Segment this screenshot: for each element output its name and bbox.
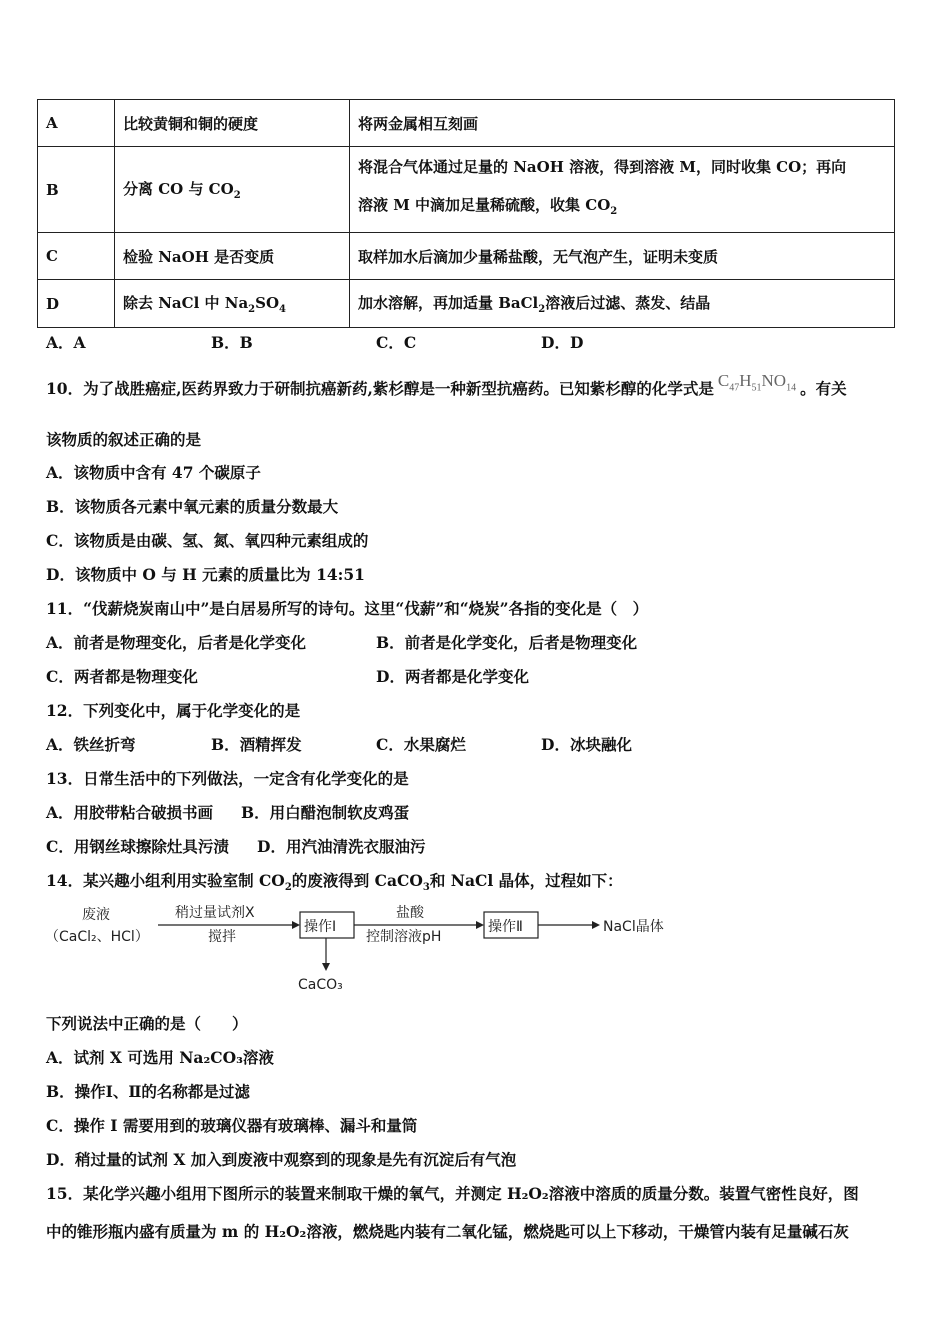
row-method: 加水溶解，再加适量 BaCl$_2$溶液后过滤、蒸发、结晶 <box>350 280 895 328</box>
question-14-stem: 14．某兴趣小组利用实验室制 $CO_2$的废液得到 CaCO$_3$和 NaCl 晶体，过程如下： <box>46 871 623 894</box>
question-10-stem: 10．为了战胜癌症,医药界致力于研制抗癌新药,紫杉醇是一种新型抗癌药。已知紫杉醇的化学式是 $C_{47}H_{51}NO_{14}$ 。有关 <box>46 371 847 398</box>
answer-option[interactable]: A．用胶带粘合破损书画 <box>46 803 214 822</box>
answer-option[interactable]: C．两者都是物理变化 <box>46 667 198 686</box>
answer-option[interactable]: C．该物质是由碳、氢、氮、氧四种元素组成的 <box>46 531 369 550</box>
chemical-formula: $C_{47}H_{51}NO_{14}$ <box>717 371 797 394</box>
answer-option[interactable]: D．冰块融化 <box>541 735 632 754</box>
row-method: 将两金属相互刻画 <box>350 100 895 147</box>
acid-label: 盐酸 <box>396 905 424 921</box>
answer-option[interactable]: B．B <box>211 333 253 352</box>
row-letter: C <box>38 233 115 280</box>
answer-option[interactable]: A．A <box>46 333 86 352</box>
table-row <box>38 147 895 233</box>
row-purpose: 除去 NaCl 中 $Na_2SO_4$ <box>115 280 350 328</box>
op1-label: 操作Ⅰ <box>304 919 337 935</box>
answer-option[interactable]: B．酒精挥发 <box>211 735 302 754</box>
answer-option[interactable]: D．D <box>541 333 584 352</box>
question-12-stem: 12．下列变化中，属于化学变化的是 <box>46 701 301 720</box>
answer-option[interactable]: C．C <box>376 333 417 352</box>
stir-label: 搅拌 <box>208 929 236 945</box>
options-table <box>37 99 895 328</box>
answer-option[interactable]: C．操作 I 需要用到的玻璃仪器有玻璃棒、漏斗和量筒 <box>46 1116 418 1135</box>
answer-option[interactable]: A．试剂 X 可选用 Na₂CO₃溶液 <box>46 1048 274 1067</box>
question-11-stem: 11．“伐薪烧炭南山中”是白居易所写的诗句。这里“伐薪”和“烧炭”各指的变化是（ ） <box>46 599 649 618</box>
answer-option[interactable]: D．该物质中 O 与 H 元素的质量比为 14:51 <box>46 565 365 584</box>
ph-label: 控制溶液pH <box>366 929 442 945</box>
answer-option[interactable]: B．前者是化学变化，后者是物理变化 <box>376 633 638 652</box>
row-purpose: 检验 NaOH 是否变质 <box>115 233 350 280</box>
product-label: NaCl晶体 <box>603 919 664 935</box>
question-10-stem-cont: 该物质的叙述正确的是 <box>46 430 202 449</box>
answer-option[interactable]: C．水果腐烂 <box>376 735 466 754</box>
row-letter: D <box>38 280 115 328</box>
answer-option[interactable]: D．稍过量的试剂 X 加入到废液中观察到的现象是先有沉淀后有气泡 <box>46 1150 517 1169</box>
arrow-1-head <box>292 921 300 929</box>
waste-label: 废液 <box>82 907 110 923</box>
answer-option[interactable]: D．用汽油清洗衣服油污 <box>257 837 426 856</box>
row-method: 将混合气体通过足量的 NaOH 溶液，得到溶液 M，同时收集 CO；再向 溶液 M 中滴加足量稀硫酸，收集 $CO_2$ <box>350 147 895 233</box>
answer-option[interactable]: B．该物质各元素中氧元素的质量分数最大 <box>46 497 339 516</box>
answer-option[interactable]: C．用钢丝球擦除灶具污渍 <box>46 837 229 856</box>
question-15-line-2: 中的锥形瓶内盛有质量为 m 的 H₂O₂溶液，燃烧匙内装有二氧化锰，燃烧匙可以上下移动，干燥管内装有足量碱石灰 <box>46 1222 849 1241</box>
answer-option[interactable]: A．该物质中含有 47 个碳原子 <box>46 463 261 482</box>
answer-option[interactable]: A．前者是物理变化，后者是化学变化 <box>46 633 307 652</box>
question-13-stem: 13．日常生活中的下列做法，一定含有化学变化的是 <box>46 769 409 788</box>
question-14-question: 下列说法中正确的是（ ） <box>46 1014 248 1033</box>
reagent-label: 稍过量试剂X <box>175 905 255 921</box>
process-flow-diagram <box>40 895 700 995</box>
answer-option[interactable]: A．铁丝折弯 <box>46 735 136 754</box>
answer-option[interactable]: B．用白醋泡制软皮鸡蛋 <box>241 803 410 822</box>
waste-composition: （CaCl₂、HCl） <box>45 929 149 945</box>
row-letter: A <box>38 100 115 147</box>
question-15-line-1: 15．某化学兴趣小组用下图所示的装置来制取干燥的氧气，并测定 H₂O₂溶液中溶质的质量分数。装置气密性良好，图 <box>46 1184 859 1203</box>
arrow-3-head <box>592 921 600 929</box>
table-row <box>38 100 895 147</box>
precipitate-label: CaCO₃ <box>298 977 343 993</box>
row-method: 取样加水后滴加少量稀盐酸，无气泡产生，证明未变质 <box>350 233 895 280</box>
answer-option[interactable]: D．两者都是化学变化 <box>376 667 529 686</box>
table-row <box>38 280 895 328</box>
row-purpose: 比较黄铜和铜的硬度 <box>115 100 350 147</box>
row-letter: B <box>38 147 115 233</box>
table-row <box>38 233 895 280</box>
op2-label: 操作Ⅱ <box>488 919 523 935</box>
arrow-2-head <box>476 921 484 929</box>
arrow-down-head <box>322 963 330 971</box>
answer-option[interactable]: B．操作Ⅰ、Ⅱ的名称都是过滤 <box>46 1082 250 1101</box>
row-purpose: 分离 CO 与 $CO_2$ <box>115 147 350 233</box>
